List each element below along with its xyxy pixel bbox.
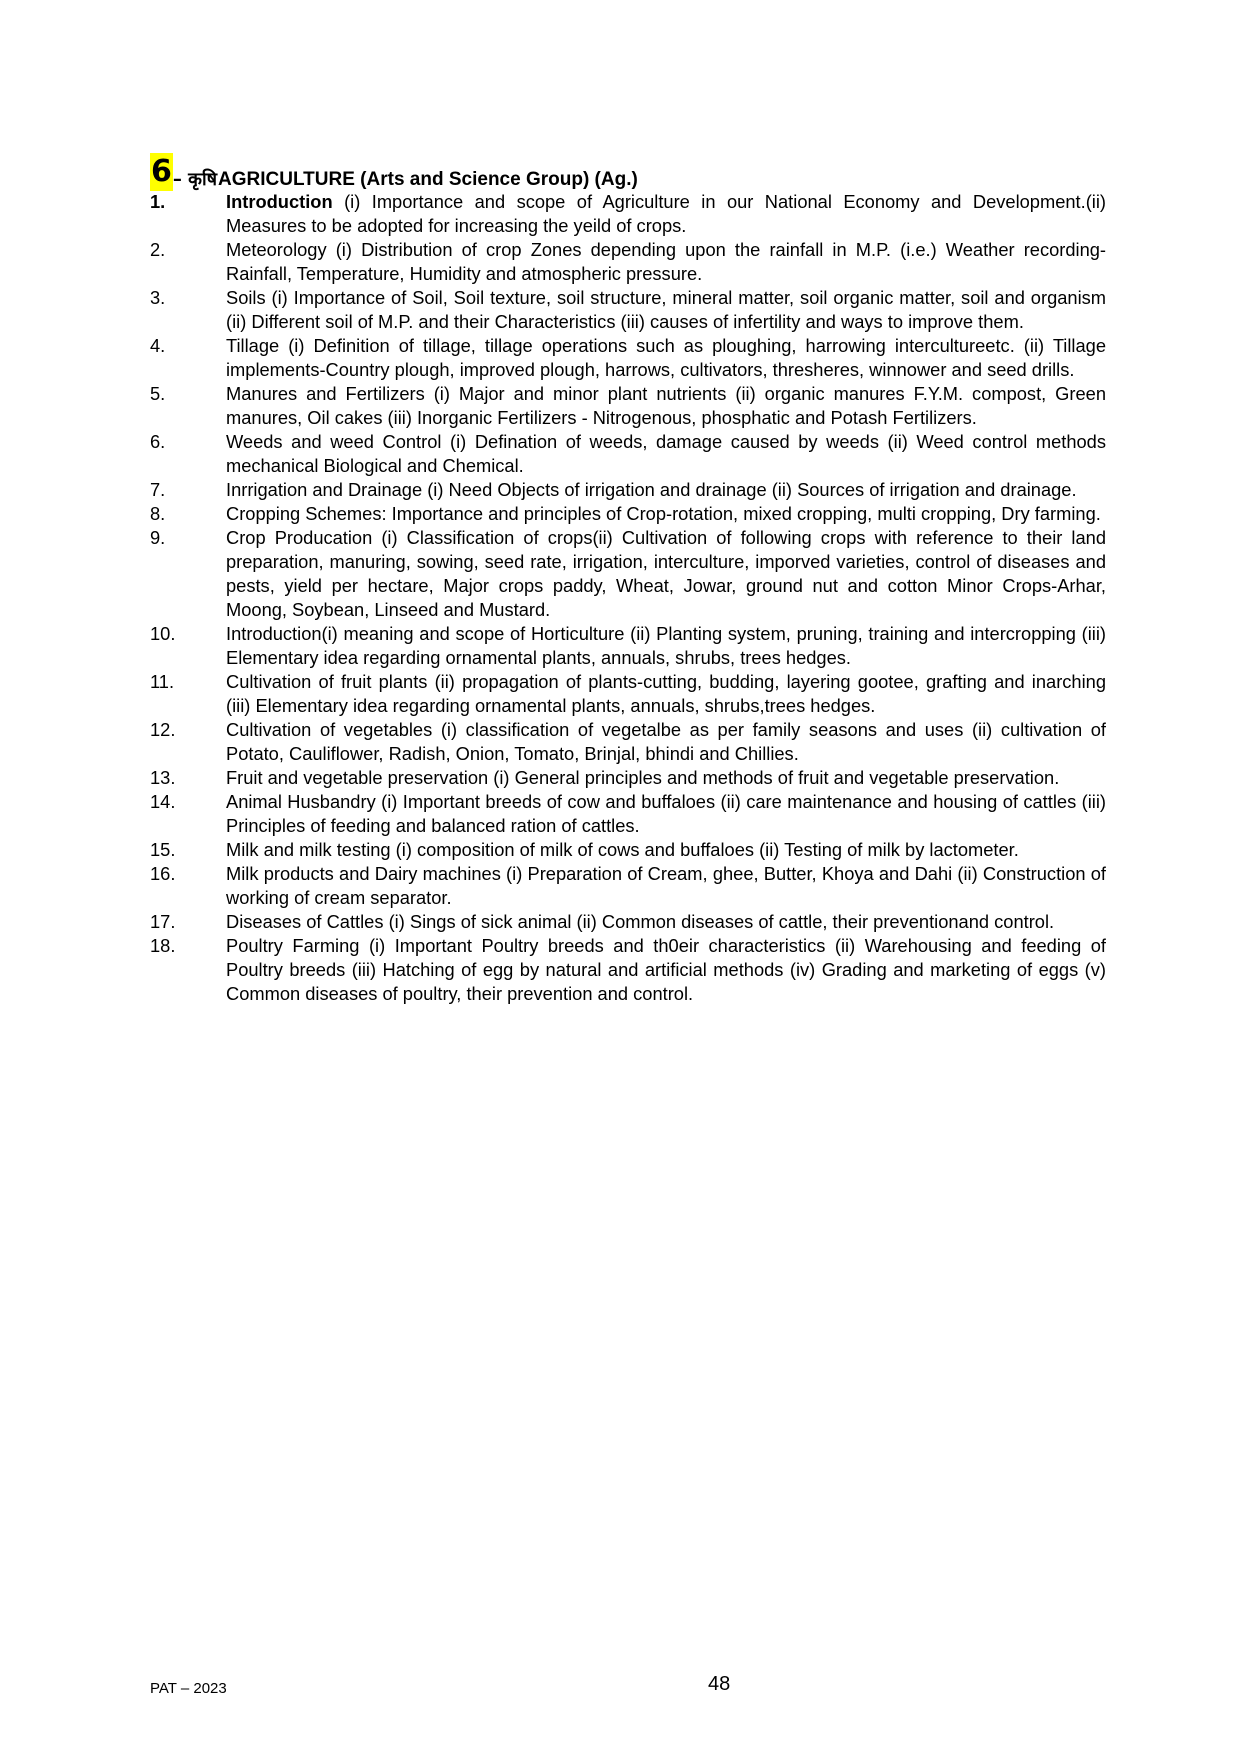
item-body: Weeds and weed Control (i) Defination of weeds, damage caused by weeds (ii) Weed control methods mechanical Biological and Chemical. [226,431,1106,476]
item-number: 16. [150,863,176,884]
item-body: Soils (i) Importance of Soil, Soil texture, soil structure, mineral matter, soil organic matter, soil and organism (ii) Different soil of M.P. and their Characteristics (iii) causes of infertility and ways to improve them. [226,287,1106,332]
item-text [226,862,1106,910]
list-item [150,478,1110,502]
item-text [226,238,1106,286]
item-number: 5. [150,383,166,404]
item-number: 13. [150,767,176,788]
list-item [150,382,1110,430]
item-text [226,334,1106,382]
item-body: Inrrigation and Drainage (i) Need Objects of irrigation and drainage (ii) Sources of irrigation and drainage. [226,479,1077,500]
item-text [226,718,1106,766]
item-text [226,286,1106,334]
list-item [150,910,1110,934]
list-item [150,190,1110,238]
section-heading [150,151,638,191]
list-item [150,286,1110,334]
item-body: Poultry Farming (i) Important Poultry breeds and th0eir characteristics (ii) Warehousing and feeding of Poultry breeds (iii) Hatching of egg by natural and artificial methods (iv) Grading and marketing of eggs (v) Common diseases of poultry, their prevention and control. [226,935,1106,1004]
item-body: Diseases of Cattles (i) Sings of sick animal (ii) Common diseases of cattle, their preventionand control. [226,911,1055,932]
item-number: 9. [150,527,166,548]
item-text [226,934,1106,1006]
item-text [226,190,1106,238]
item-body: Meteorology (i) Distribution of crop Zones depending upon the rainfall in M.P. (i.e.) Weather recording-Rainfall, Temperature, Humidity and atmospheric pressure. [226,239,1106,284]
list-item [150,502,1110,526]
item-number: 8. [150,503,166,524]
item-body: Milk products and Dairy machines (i) Preparation of Cream, ghee, Butter, Khoya and Dahi (ii) Construction of working of cream separator. [226,863,1106,908]
item-number: 4. [150,335,166,356]
list-item [150,934,1110,1006]
item-text [226,502,1106,526]
item-body: Animal Husbandry (i) Important breeds of cow and buffaloes (ii) care maintenance and housing of cattles (iii) Principles of feeding and balanced ration of cattles. [226,791,1106,836]
item-text [226,622,1106,670]
page-number: 48 [708,1673,731,1695]
item-number: 14. [150,791,176,812]
syllabus-list [150,190,1110,1006]
list-item [150,238,1110,286]
item-number: 11. [150,671,175,692]
list-item [150,766,1110,790]
footer-exam-label: PAT – 2023 [150,1680,227,1697]
list-item [150,622,1110,670]
list-item [150,790,1110,838]
item-body: (i) Importance and scope of Agriculture in our National Economy and Development.(ii) Measures to be adopted for increasing the yeild of crops. [226,191,1106,236]
item-body: Fruit and vegetable preservation (i) General principles and methods of fruit and vegetable preservation. [226,767,1060,788]
hindi-label: – कृषि [172,169,218,190]
list-item [150,526,1110,622]
list-item [150,838,1110,862]
item-number: 15. [150,839,176,860]
item-body: Tillage (i) Definition of tillage, tillage operations such as ploughing, harrowing intercultureetc. (ii) Tillage implements-Country plough, improved plough, harrows, cultivators, thresheres, winnower and seed drills. [226,335,1106,380]
item-text [226,430,1106,478]
item-number: 7. [150,479,166,500]
item-body: Manures and Fertilizers (i) Major and minor plant nutrients (ii) organic manures F.Y.M. compost, Green manures, Oil cakes (iii) Inorganic Fertilizers - Nitrogenous, phosphatic and Potash Fertilizers. [226,383,1106,428]
section-number: 6 [151,154,172,189]
item-number: 10. [150,623,176,644]
item-text [226,790,1106,838]
item-body: Cropping Schemes: Importance and principles of Crop-rotation, mixed cropping, multi cropping, Dry farming. [226,503,1101,524]
item-body: Introduction(i) meaning and scope of Horticulture (ii) Planting system, pruning, training and intercropping (iii) Elementary idea regarding ornamental plants, annuals, shrubs, trees hedges. [226,623,1106,668]
section-title: AGRICULTURE (Arts and Science Group) (Ag.) [218,169,638,190]
item-text [226,478,1106,502]
item-text [226,670,1106,718]
item-body: Cultivation of vegetables (i) classification of vegetalbe as per family seasons and uses (ii) cultivation of Potato, Cauliflower, Radish, Onion, Tomato, Brinjal, bhindi and Chillies. [226,719,1106,764]
item-text [226,910,1106,934]
list-item [150,430,1110,478]
item-body: Cultivation of fruit plants (ii) propagation of plants-cutting, budding, layering gootee, grafting and inarching (iii) Elementary idea regarding ornamental plants, annuals, shrubs,trees hedges. [226,671,1106,716]
item-number: 17. [150,911,176,932]
item-text [226,526,1106,622]
item-body: Crop Producation (i) Classification of crops(ii) Cultivation of following crops with reference to their land preparation, manuring, sowing, seed rate, irrigation, interculture, imporved varieties, control of diseases and pests, yield per hectare, Major crops paddy, Wheat, Jowar, ground nut and cotton Minor Crops-Arhar, Moong, Soybean, Linseed and Mustard. [226,527,1106,620]
list-item [150,718,1110,766]
list-item [150,862,1110,910]
item-number: 18. [150,935,176,956]
item-text [226,838,1106,862]
list-item [150,334,1110,382]
list-item [150,670,1110,718]
item-number: 1. [150,191,166,212]
item-text [226,766,1106,790]
item-number: 3. [150,287,166,308]
item-number: 12. [150,719,176,740]
item-number: 2. [150,239,166,260]
item-lead: Introduction [226,191,333,212]
item-body: Milk and milk testing (i) composition of milk of cows and buffaloes (ii) Testing of milk by lactometer. [226,839,1019,860]
item-text [226,382,1106,430]
item-number: 6. [150,431,166,452]
